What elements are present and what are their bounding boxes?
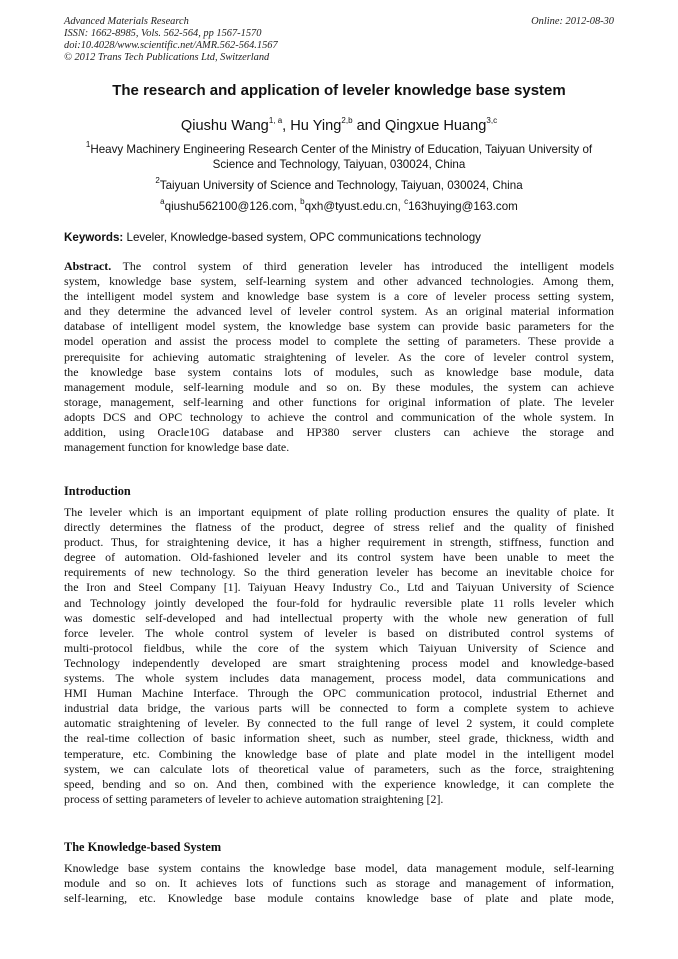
introduction-body [64, 505, 614, 807]
text-line: directly determines the flatness of the product, degree of stress relief and the quality of finished [64, 520, 614, 535]
journal-header [64, 16, 464, 64]
email-separator: , [397, 199, 405, 213]
text-line: management function for knowledge base date. [64, 440, 290, 455]
abstract-text: The control system of third generation leveler has introduced the intelligent models [122, 259, 614, 273]
keywords-label: Keywords: [64, 231, 124, 244]
author-sup: 2,b [341, 116, 353, 125]
section-heading-introduction: Introduction [64, 484, 131, 498]
author-sup: 3,c [486, 116, 498, 125]
author-list [40, 113, 638, 135]
affiliation-line: Taiyuan University of Science and Technology, Taiyuan, 030024, China [159, 178, 523, 192]
text-line [64, 259, 614, 274]
text-line: and they determine the advanced level of leveler control system. As an original material information [64, 304, 614, 319]
text-line: storage, management, self-learning and other functions for original information of plate. The leveler [64, 394, 614, 409]
email-address: qxh@tyust.edu.cn [304, 199, 398, 213]
journal-doi: doi:10.4028/www.scientific.net/AMR.562-564.1567 [64, 40, 278, 51]
affiliation-sup: 2 [155, 176, 160, 185]
text-line: Technology independently developed are smart straightening process model and knowledge-based [64, 655, 614, 670]
affiliation-sup: 1 [85, 140, 91, 149]
text-line: industrial data bridge, the various parts will be connected to form a complete system to achieve [64, 701, 614, 716]
paper-title: The research and application of leveler knowledge base system [112, 82, 566, 99]
text-line: degree of automation. Old-fashioned leveler and its control system have been unable to meet the [64, 550, 614, 565]
email-address: 163huying@163.com [408, 199, 518, 213]
affiliation-line: Heavy Machinery Engineering Research Center of the Ministry of Education, Taiyuan University of [90, 142, 593, 156]
text-line: product. Thus, for straightening device, it has a higher requirement in strength, stiffness, function and [64, 535, 614, 550]
text-line: systems. The whole system includes data management, process model, data communications and [64, 671, 614, 686]
author-sup: 1, a [268, 116, 283, 125]
section-heading-knowledge-based-system: The Knowledge-based System [64, 840, 222, 854]
text-line: speed, bending and so on. And then, combined with the experience knowledge, it can complete the [64, 776, 614, 791]
journal-issn: ISSN: 1662-8985, Vols. 562-564, pp 1567-1570 [64, 28, 262, 39]
text-line: prerequisite for achieving automatic straightening of leveler. As the core of leveler control system, [64, 349, 614, 364]
text-line: database of intelligent model system, the knowledge base system can provide basic parameters for the [64, 319, 614, 334]
text-line: automatic straightening of leveler. By connected to the full range of level 2 system, it could complete [64, 716, 614, 731]
email-sup: b [300, 197, 305, 206]
text-line: force leveler. The whole control system of leveler is based on distributed control systems of [64, 625, 614, 640]
affiliation-line: Science and Technology, Taiyuan, 030024, China [212, 157, 466, 171]
email-sup: c [404, 197, 409, 206]
affiliation-1 [64, 138, 614, 172]
keywords [64, 230, 616, 245]
text-line: the real-time collection of basic information sheet, such as number, steel grade, thickness, width and [64, 731, 614, 746]
journal-copyright: © 2012 Trans Tech Publications Ltd, Switzerland [64, 52, 270, 63]
author-separator: , [282, 117, 291, 134]
text-line: adopts DCS and OPC technology to achieve the control and communication of the whole system. In [64, 409, 614, 424]
text-line: the knowledge base system contains lots of modules, such as knowledge base module, data [64, 364, 614, 379]
text-line: process of setting parameters of leveler to achieve automation straightening [2]. [64, 791, 444, 806]
text-line: management module, self-learning module and so on. By these modules, the system can achieve [64, 379, 614, 394]
email-address: qiushu562100@126.com [164, 199, 294, 213]
author-separator: and [352, 117, 385, 134]
journal-name: Advanced Materials Research [64, 16, 189, 27]
email-separator: , [293, 199, 301, 213]
text-line: system, knowledge base system, self-learning system and other advanced technologies. Among them, [64, 274, 614, 289]
text-line: temperature, etc. Combining the knowledge base of plate and plate model in the intelligent model [64, 746, 614, 761]
email-list [64, 195, 614, 214]
knowledge-section-body [64, 861, 614, 906]
author-name: Qiushu Wang [180, 117, 269, 134]
keywords-text: Leveler, Knowledge-based system, OPC communications technology [126, 231, 481, 244]
text-line: model operation and assist the process model to complete the setting of parameters. These provide a [64, 334, 614, 349]
text-line: the Iron and Steel Company [1]. Taiyuan Heavy Industry Co., Ltd and Taiyuan University of Science [64, 580, 614, 595]
affiliation-2 [64, 174, 614, 193]
text-line: module and so on. It achieves lots of functions such as storage and management of information, [64, 876, 614, 891]
text-line: Knowledge base system contains the knowledge base model, data management module, self-learning [64, 861, 614, 875]
text-line: addition, using Oracle10G database and HP380 server clusters can achieve the storage and [64, 425, 614, 440]
text-line: system, we can calculate lots of theoretical value of parameters, such as the force, straightening [64, 761, 614, 776]
online-date: Online: 2012-08-30 [531, 16, 614, 27]
text-line: HMI Human Machine Interface. Through the OPC communication protocol, industrial Ethernet and [64, 686, 614, 701]
text-line: requirements of new technology. So the third generation leveler has become an inevitable choice for [64, 565, 614, 580]
text-line: The leveler which is an important equipment of plate rolling production ensures the quality of plate. It [64, 505, 614, 519]
email-sup: a [160, 197, 165, 206]
author-name: Qingxue Huang [384, 117, 487, 134]
author-name: Hu Ying [290, 117, 342, 134]
text-line: multi-protocol fieldbus, while the core of the system which Taiyuan University of Science and [64, 640, 614, 655]
abstract-label: Abstract. [64, 259, 112, 273]
abstract [64, 259, 614, 455]
text-line: the intelligent model system and knowledge base system is a core of leveler process setting system, [64, 289, 614, 304]
text-line: and Technology jointly developed the four-fold for hydraulic reversible plate 11 rolls leveler which [64, 595, 614, 610]
text-line: self-learning, etc. Knowledge base module contains knowledge base of plate and plate mode, [64, 891, 614, 906]
text-line: was domestic self-developed and had intellectual property with the whole new generation of full [64, 610, 614, 625]
